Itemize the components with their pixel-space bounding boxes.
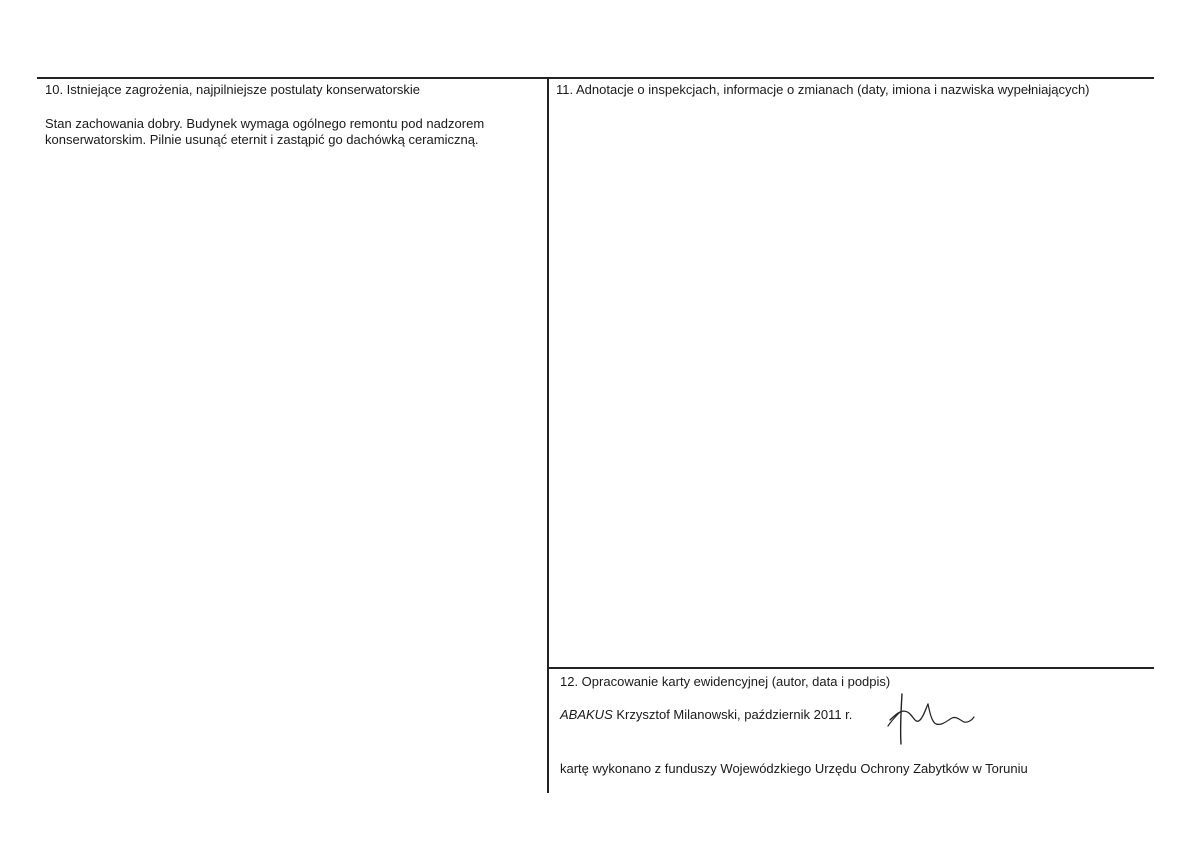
column-divider bbox=[547, 77, 549, 793]
section-12-funding-note: kartę wykonano z funduszy Wojewódzkiego Urzędu Ochrony Zabytków w Toruniu bbox=[560, 761, 1028, 776]
author-company: ABAKUS bbox=[560, 707, 613, 722]
section-10-body-line-2: konserwatorskim. Pilnie usunąć eternit i zastąpić go dachówką ceramiczną. bbox=[45, 132, 479, 147]
section-12-author bbox=[560, 707, 852, 723]
section-10-body-line-1: Stan zachowania dobry. Budynek wymaga ogólnego remontu pod nadzorem bbox=[45, 116, 485, 131]
author-details: Krzysztof Milanowski, październik 2011 r. bbox=[612, 707, 853, 722]
section-11-heading: 11. Adnotacje o inspekcjach, informacje o zmianach (daty, imiona i nazwiska wypełniających) bbox=[556, 82, 1090, 97]
section-12-rule bbox=[548, 667, 1154, 669]
section-10-heading: 10. Istniejące zagrożenia, najpilniejsze postulaty konserwatorskie bbox=[45, 82, 421, 97]
section-12-heading: 12. Opracowanie karty ewidencyjnej (autor, data i podpis) bbox=[560, 674, 891, 689]
top-rule bbox=[37, 77, 1154, 79]
handwritten-signature bbox=[880, 690, 980, 748]
